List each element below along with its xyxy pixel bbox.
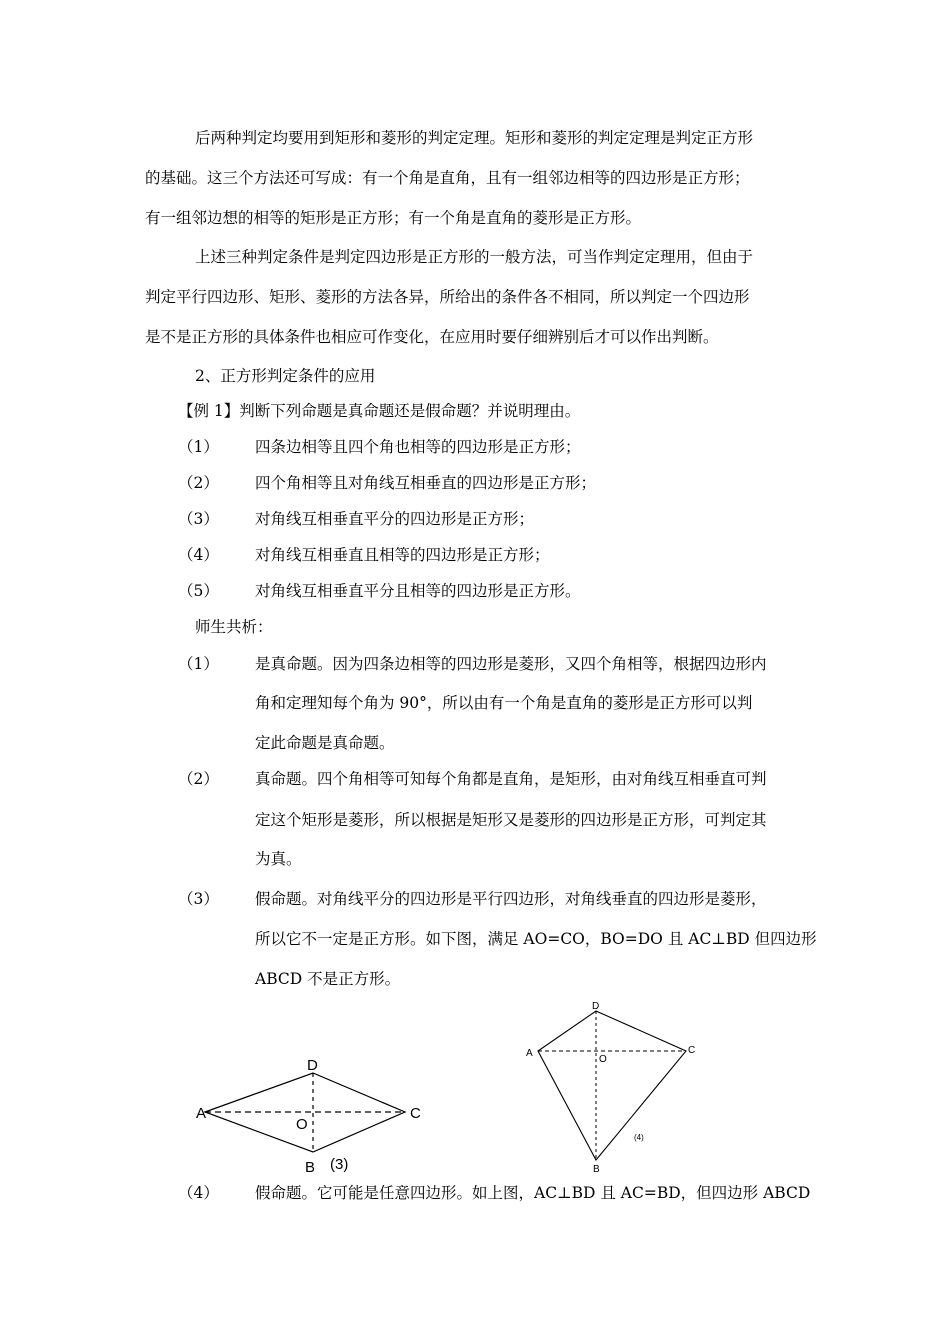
label-b: B — [593, 1164, 600, 1175]
proposition-2-number: （2） — [178, 474, 219, 492]
proposition-3-number: （3） — [178, 510, 219, 528]
label-a: A — [526, 1048, 533, 1059]
proposition-3-text: 对角线互相垂直平分的四边形是正方形； — [255, 510, 535, 528]
label-c: C — [410, 1105, 421, 1122]
answer-2-number: （2） — [178, 770, 219, 788]
analysis-label: 师生共析： — [195, 618, 273, 636]
answer-3-line-1: 假命题。对角线平分的四边形是平行四边形，对角线垂直的四边形是菱形， — [255, 890, 767, 908]
answer-3-line-2: 所以它不一定是正方形。如下图，满足 AO=CO，BO=DO 且 AC⊥BD 但四边形 — [255, 930, 817, 948]
section-heading: 2、正方形判定条件的应用 — [195, 367, 376, 385]
paragraph-1-line-1: 后两种判定均要用到矩形和菱形的判定定理。矩形和菱形的判定定理是判定正方形 — [195, 129, 754, 147]
paragraph-2-line-3: 是不是正方形的具体条件也相应可作变化，在应用时要仔细辨别后才可以作出判断。 — [145, 328, 719, 346]
answer-3-line-3: ABCD 不是正方形。 — [255, 970, 401, 988]
paragraph-1-line-3: 有一组邻边想的相等的矩形是正方形；有一个角是直角的菱形是正方形。 — [145, 209, 642, 227]
answer-1-number: （1） — [178, 655, 219, 673]
proposition-4-text: 对角线互相垂直且相等的四边形是正方形； — [255, 546, 550, 564]
label-b: B — [305, 1159, 316, 1176]
label-o: O — [296, 1116, 308, 1133]
answer-1-line-3: 定此命题是真命题。 — [255, 734, 395, 752]
figure-3-caption: (3) — [330, 1156, 349, 1173]
label-d: D — [307, 1057, 318, 1074]
figure-4-caption: (4) — [634, 1133, 644, 1142]
proposition-4-number: （4） — [178, 546, 219, 564]
answer-4-line-1: 假命题。它可能是任意四边形。如上图，AC⊥BD 且 AC=BD，但四边形 ABCD — [255, 1184, 811, 1202]
answer-2-line-2: 定这个矩形是菱形，所以根据是矩形又是菱形的四边形是正方形，可判定其 — [255, 811, 767, 829]
answer-2-line-1: 真命题。四个角相等可知每个角都是直角，是矩形，由对角线互相垂直可判 — [255, 770, 767, 788]
quadrilateral-outline — [538, 1011, 686, 1160]
paragraph-1-line-2: 的基础。这三个方法还可写成：有一个角是直角，且有一组邻边相等的四边形是正方形； — [145, 169, 750, 187]
answer-3-number: （3） — [178, 890, 219, 908]
paragraph-2-line-1: 上述三种判定条件是判定四边形是正方形的一般方法，可当作判定定理用，但由于 — [195, 248, 754, 266]
proposition-1-text: 四条边相等且四个角也相等的四边形是正方形； — [255, 438, 581, 456]
label-d: D — [592, 1001, 600, 1012]
proposition-2-text: 四个角相等且对角线互相垂直的四边形是正方形； — [255, 474, 597, 492]
paragraph-2-line-2: 判定平行四边形、矩形、菱形的方法各异，所给出的条件各不相同，所以判定一个四边形 — [145, 288, 750, 306]
proposition-5-text: 对角线互相垂直平分且相等的四边形是正方形。 — [255, 582, 581, 600]
figure-3-rhombus — [190, 1050, 430, 1180]
proposition-5-number: （5） — [178, 582, 219, 600]
answer-1-line-1: 是真命题。因为四条边相等的四边形是菱形，又四个角相等，根据四边形内 — [255, 655, 767, 673]
label-o: O — [599, 1054, 607, 1065]
answer-2-line-3: 为真。 — [255, 850, 302, 868]
figure-4-quadrilateral — [520, 998, 710, 1178]
answer-4-number: （4） — [178, 1184, 219, 1202]
answer-1-line-2: 角和定理知每个角为 90°，所以由有一个角是直角的菱形是正方形可以判 — [255, 694, 753, 712]
label-a: A — [196, 1105, 207, 1122]
example-title: 【例 1】判断下列命题是真命题还是假命题？并说明理由。 — [178, 402, 581, 420]
proposition-1-number: （1） — [178, 438, 219, 456]
label-c: C — [688, 1045, 696, 1056]
